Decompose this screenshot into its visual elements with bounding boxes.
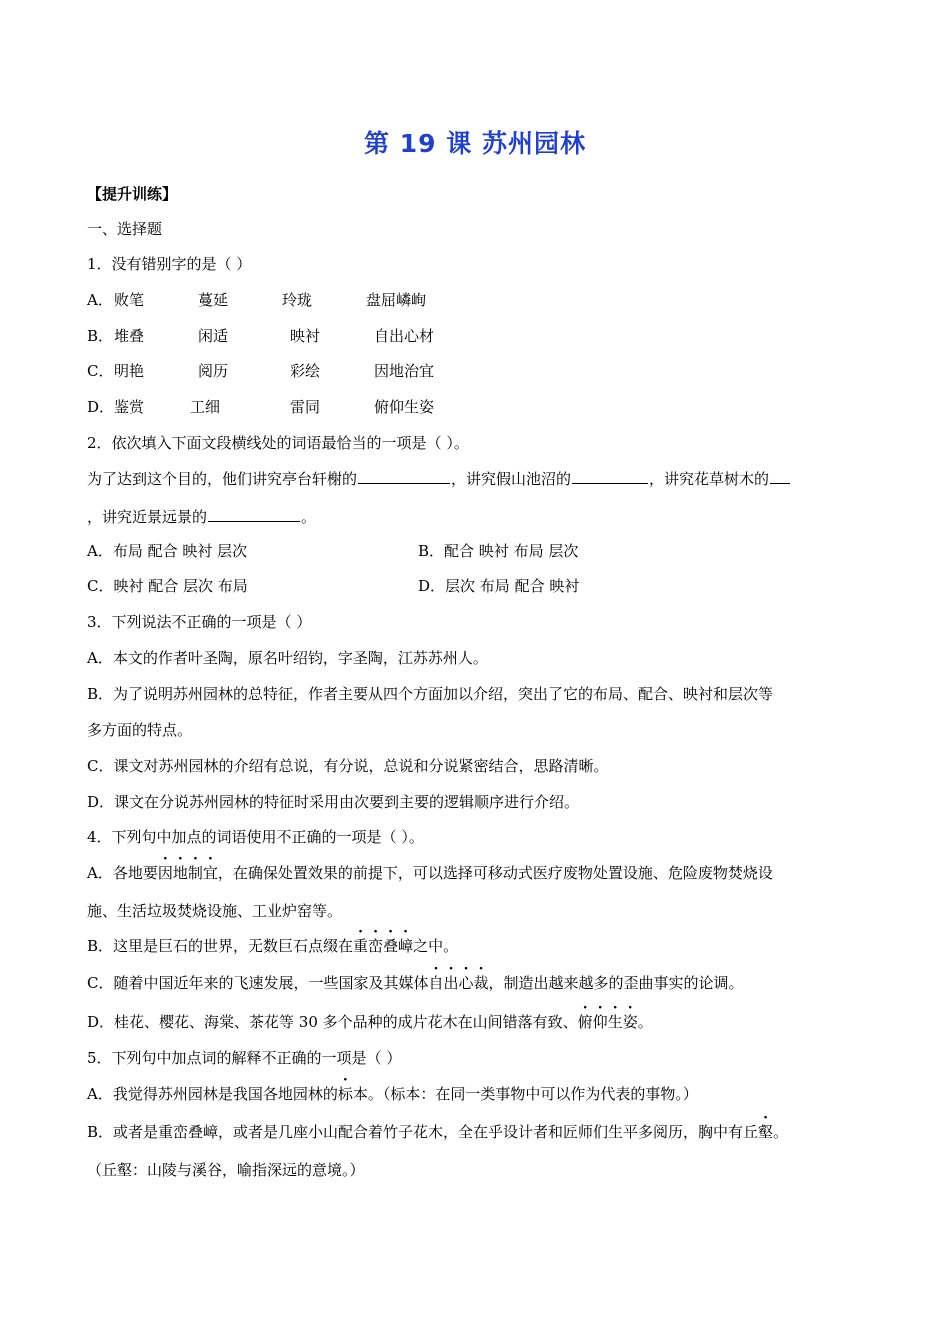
page-title: 第 19 课 苏州园林	[364, 129, 586, 158]
q1-stem: 1．没有错别字的是（ ）	[87, 255, 252, 273]
q5-option-b[interactable]: B．或者是重峦叠嶂，或者是几座小山配合着竹子花木，全在乎设计者和匠师们生平多阅历，胸中有丘壑。	[87, 1123, 789, 1141]
q2-passage-line1: 为了达到这个目的，他们讲究亭台轩榭的 ，讲究假山池沼的 ，讲究花草树木的	[87, 469, 791, 489]
q4-option-a-cont: 施、生活垃圾焚烧设施、工业炉窑等。	[87, 902, 343, 920]
fill-blank[interactable]	[770, 469, 790, 484]
dotted-word: 俯仰生姿	[577, 1013, 638, 1031]
dotted-word: 壑	[758, 1123, 774, 1141]
fill-blank[interactable]	[208, 507, 300, 522]
q5-stem: 5．下列句中加点词的解释不正确的一项是（ ）	[87, 1049, 402, 1067]
q3-option-b-cont: 多方面的特点。	[87, 721, 193, 739]
document-page: 第 19 课 苏州园林 【提升训练】 一、选择题 1．没有错别字的是（ ） A． 败笔 蔓延 玲珑 盘屈嶙峋 B． 堆叠 闲适 映衬 自出心材 C． 明艳 阅历 彩绘 因地治宜 D． 鉴赏 工细 雷同 俯仰生姿 2．依次填入下面文段横线处的词语最恰当的一项是（ ）。 为了达到这个目的，他们讲究亭台轩榭的 ，讲究假山池沼的 ，讲究花草树木的 ，讲究近景远景的 。 A．布局 配合 映衬 层次 B．配合 映衬 布局 层次 C．映衬 配合 层次 布局 D．层次 布局 配合 映衬 3．下列说法不正确的一项是（ ） A．本文的作者叶圣陶，原名叶绍钧，字圣陶，江苏苏州人。 B．为了说明苏州园林的总特征，作者主要从四个方面加以介绍，突出了它的布局、配合、映衬和层次等 多方面的特点。 C．课文对苏州园林的介绍有总说，有分说，总说和分说紧密结合，思路清晰。 D．课文在分说苏州园林的特征时采用由次要到主要的逻辑顺序进行介绍。 4．下列句中加点的词语使用不正确的一项是（ ）。 A．各地要因地制宜，在确保处置效果的前提下，可以选择可移动式医疗废物处置设施、危险废物焚烧设 施、生活垃圾焚烧设施、工业炉窑等。 B．这里是巨石的世界，无数巨石点缀在重峦叠嶂之中。 C．随着中国近年来的飞速发展，一些国家及其媒体自出心裁，制造出越来越多的歪曲事实的论调。 D．桂花、樱花、海棠、茶花等 30 多个品种的成片花木在山间错落有致、俯仰生姿。 5．下列句中加点词的解释不正确的一项是（ ） A．我觉得苏州园林是我国各地园林的标本。（标本：在同一类事物中可以作为代表的事物。） B．或者是重峦叠嶂，或者是几座小山配合着竹子花木，全在乎设计者和匠师们生平多阅历，胸中有丘壑。 （丘壑：山陵与溪谷，喻指深远的意境。）	[0, 0, 950, 1344]
q3-option-d[interactable]: D．课文在分说苏州园林的特征时采用由次要到主要的逻辑顺序进行介绍。	[87, 793, 580, 811]
fill-blank[interactable]	[358, 469, 450, 484]
q5-option-a[interactable]: A．我觉得苏州园林是我国各地园林的标本。（标本：在同一类事物中可以作为代表的事物。）	[87, 1085, 698, 1103]
part-heading: 一、选择题	[87, 220, 163, 238]
q2-option-d[interactable]: D．层次 布局 配合 映衬	[418, 577, 580, 595]
section-header: 【提升训练】	[87, 185, 178, 203]
q2-passage-line2: ，讲究近景远景的 。	[87, 508, 317, 526]
q3-stem: 3．下列说法不正确的一项是（ ）	[87, 613, 312, 631]
q5-option-b-cont: （丘壑：山陵与溪谷，喻指深远的意境。）	[87, 1161, 365, 1179]
q2-stem: 2．依次填入下面文段横线处的词语最恰当的一项是（ ）。	[87, 434, 469, 452]
q2-option-b[interactable]: B．配合 映衬 布局 层次	[418, 542, 579, 560]
q3-option-c[interactable]: C．课文对苏州园林的介绍有总说，有分说，总说和分说紧密结合，思路清晰。	[87, 757, 609, 775]
q4-option-a[interactable]: A．各地要因地制宜，在确保处置效果的前提下，可以选择可移动式医疗废物处置设施、危险废物焚烧设	[87, 864, 773, 882]
dotted-word: 标	[337, 1085, 353, 1103]
dotted-word: 自出心裁	[428, 974, 489, 992]
q4-stem: 4．下列句中加点的词语使用不正确的一项是（ ）。	[87, 828, 424, 846]
q2-option-a[interactable]: A．布局 配合 映衬 层次	[87, 542, 248, 560]
fill-blank[interactable]	[572, 469, 648, 484]
q3-option-b[interactable]: B．为了说明苏州园林的总特征，作者主要从四个方面加以介绍，突出了它的布局、配合、映衬和层次等	[87, 685, 774, 703]
dotted-word: 重峦叠嶂	[353, 937, 414, 955]
q4-option-b[interactable]: B．这里是巨石的世界，无数巨石点缀在重峦叠嶂之中。	[87, 937, 459, 955]
dotted-word: 因地制宜	[157, 864, 218, 882]
q4-option-c[interactable]: C．随着中国近年来的飞速发展，一些国家及其媒体自出心裁，制造出越来越多的歪曲事实的论调。	[87, 974, 744, 992]
q2-option-c[interactable]: C．映衬 配合 层次 布局	[87, 577, 248, 595]
q4-option-d[interactable]: D．桂花、樱花、海棠、茶花等 30 多个品种的成片花木在山间错落有致、俯仰生姿。	[87, 1013, 653, 1031]
q3-option-a[interactable]: A．本文的作者叶圣陶，原名叶绍钧，字圣陶，江苏苏州人。	[87, 649, 488, 667]
